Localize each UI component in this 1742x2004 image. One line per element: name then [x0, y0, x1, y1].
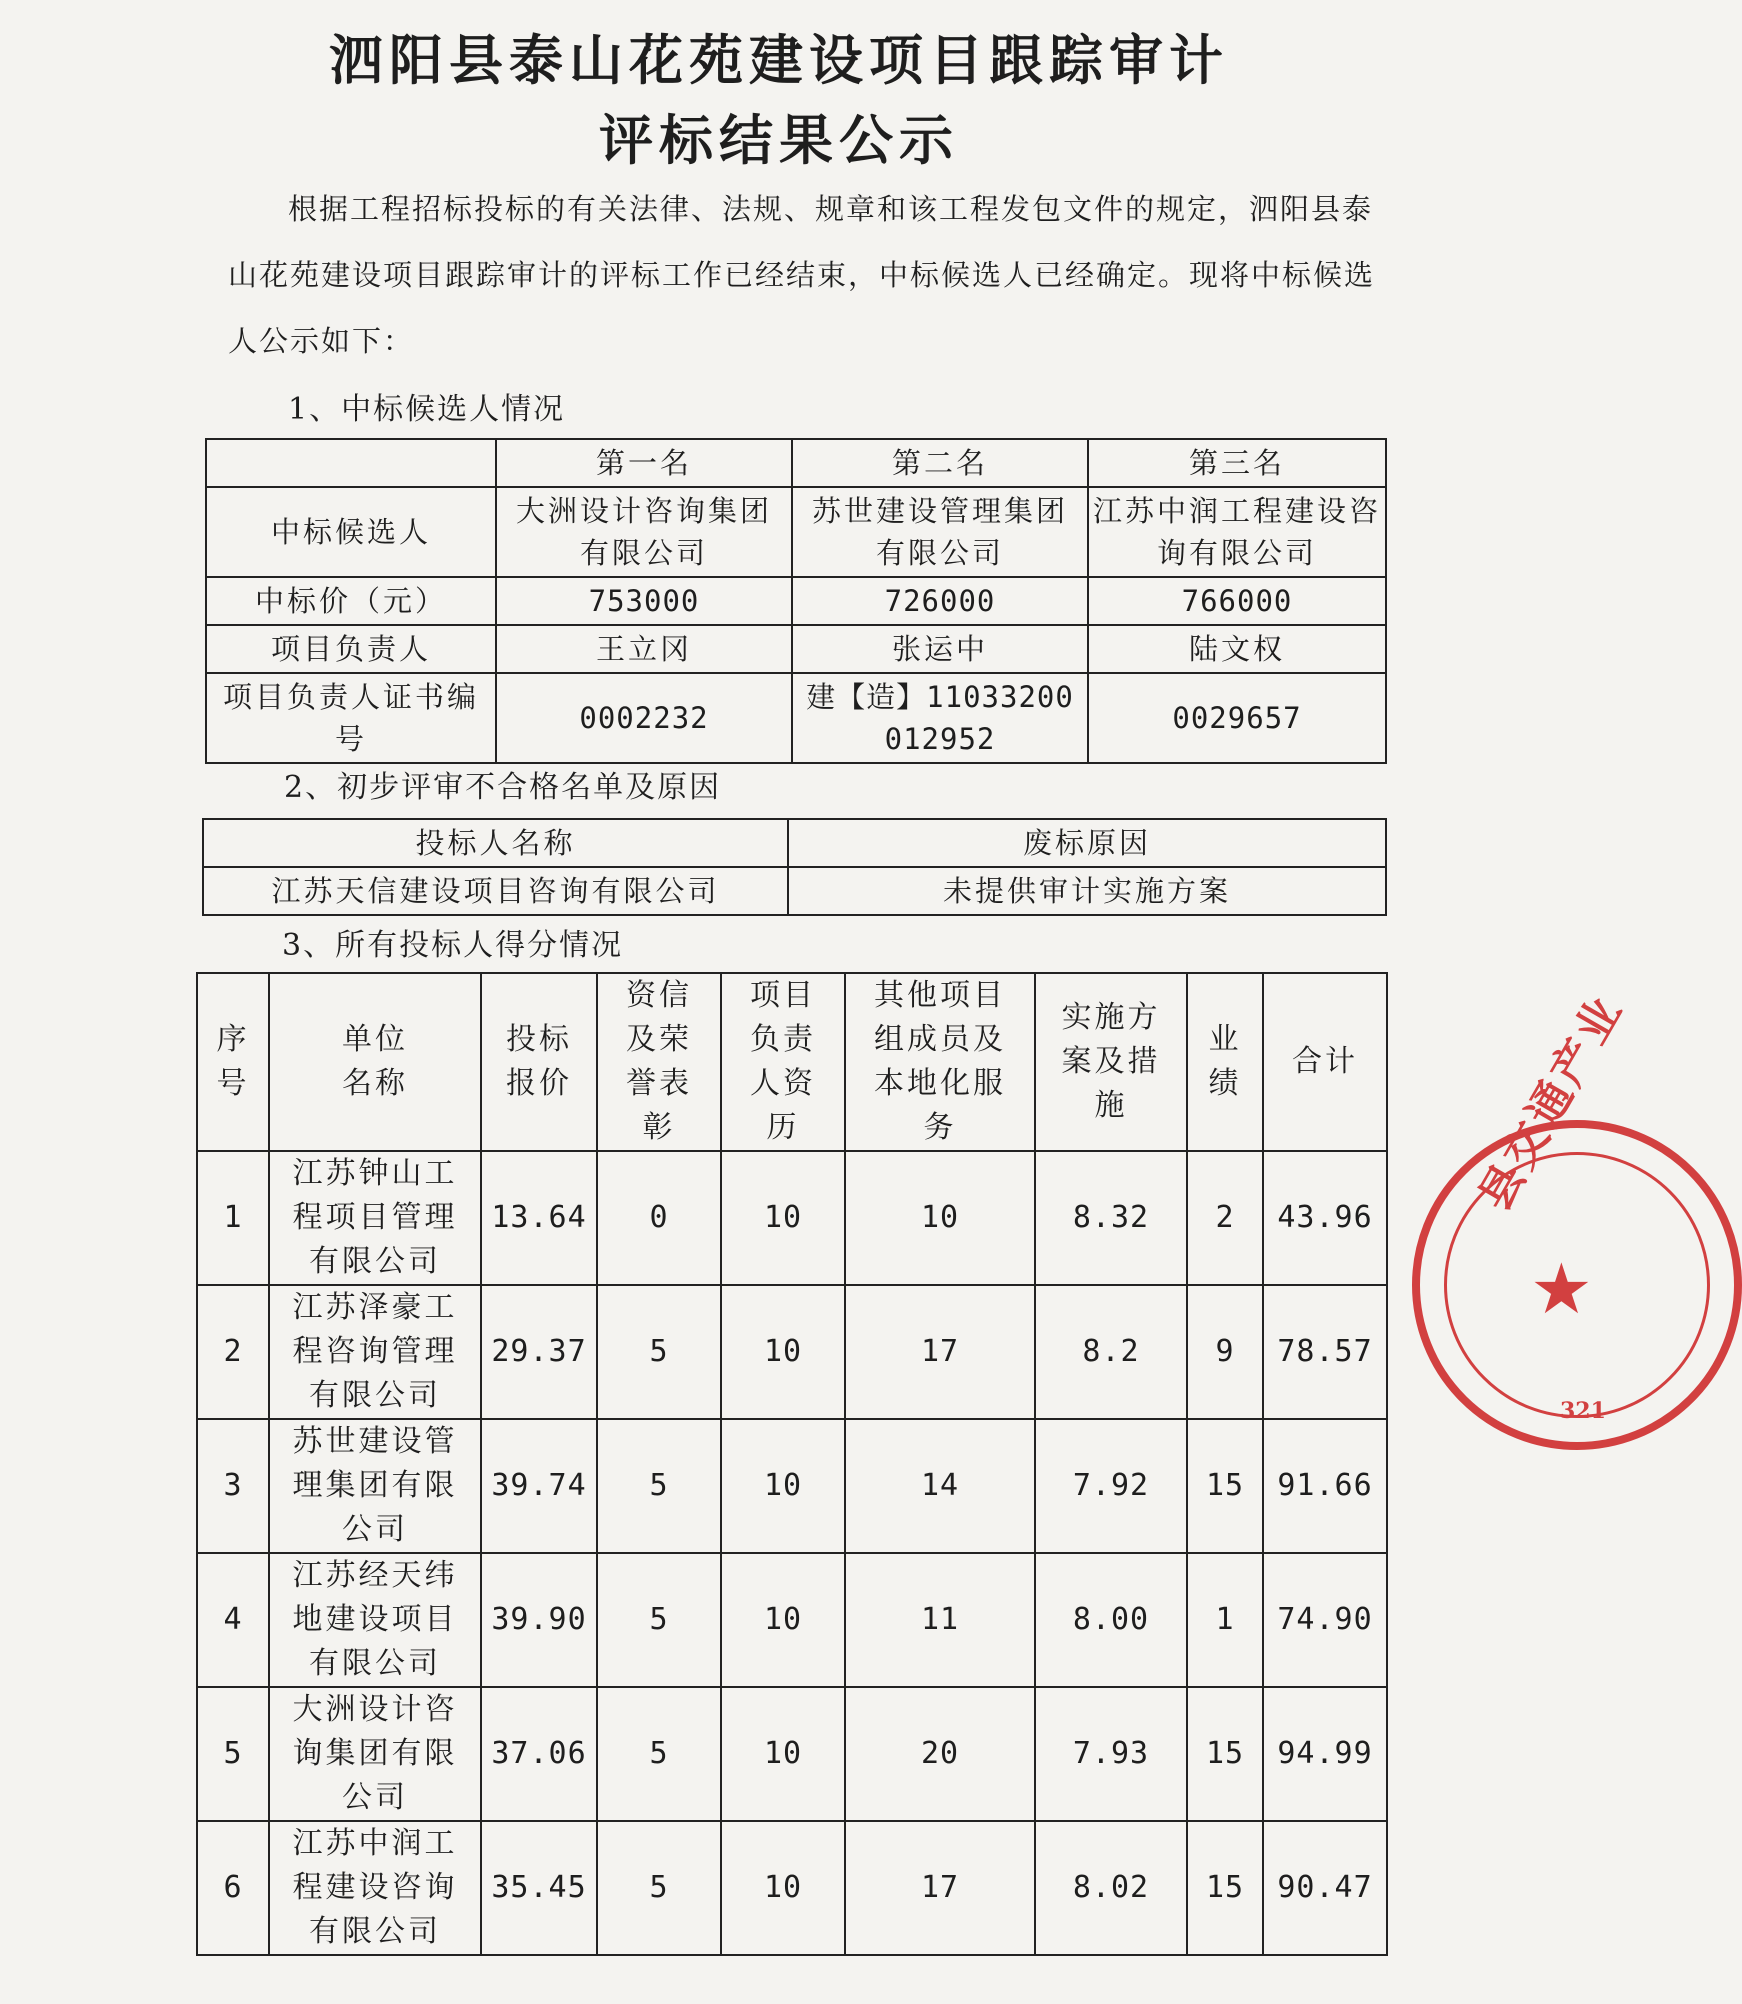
team-score: 10 [845, 1151, 1035, 1285]
scores-table [196, 972, 1388, 1956]
candidates-table [205, 438, 1387, 764]
row-label: 中标候选人 [206, 487, 496, 577]
column-header: 实施方案及措施 [1035, 973, 1187, 1151]
total-score: 91.66 [1263, 1419, 1387, 1553]
section2-heading: 2、初步评审不合格名单及原因 [284, 770, 722, 805]
rejection-reason: 未提供审计实施方案 [788, 867, 1386, 915]
performance-score: 2 [1187, 1151, 1263, 1285]
column-header: 投标人名称 [203, 819, 788, 867]
plan-score: 8.2 [1035, 1285, 1187, 1419]
total-score: 78.57 [1263, 1285, 1387, 1419]
credit-score: 5 [597, 1687, 721, 1821]
row-number: 1 [197, 1151, 269, 1285]
performance-score: 15 [1187, 1687, 1263, 1821]
official-seal [1412, 985, 1742, 1450]
rank-header: 第三名 [1088, 439, 1386, 487]
candidate-name: 大洲设计咨询集团有限公司 [496, 487, 792, 577]
plan-score: 8.00 [1035, 1553, 1187, 1687]
column-header: 其他项目组成员及本地化服务 [845, 973, 1035, 1151]
bid-price: 766000 [1088, 577, 1386, 625]
leader-score: 10 [721, 1821, 845, 1955]
team-score: 17 [845, 1285, 1035, 1419]
scores-header-row [197, 973, 1387, 1151]
column-header: 投标报价 [481, 973, 597, 1151]
intro-paragraph: 根据工程招标投标的有关法律、法规、规章和该工程发包文件的规定，泗阳县泰山花苑建设项目跟踪审计的评标工作已经结束，中标候选人已经确定。现将中标候选人公示如下： [228, 192, 1376, 358]
table-row [197, 1151, 1387, 1285]
corner-cell [206, 439, 496, 487]
company-name: 江苏中润工程建设咨询有限公司 [269, 1821, 481, 1955]
candidates-header-row [206, 439, 1386, 487]
bid-price-score: 37.06 [481, 1687, 597, 1821]
total-score: 90.47 [1263, 1821, 1387, 1955]
row-label: 项目负责人 [206, 625, 496, 673]
total-score: 94.99 [1263, 1687, 1387, 1821]
company-name: 苏世建设管理集团有限公司 [269, 1419, 481, 1553]
leader-score: 10 [721, 1285, 845, 1419]
table-row [197, 1821, 1387, 1955]
bid-price-score: 13.64 [481, 1151, 597, 1285]
credit-score: 5 [597, 1285, 721, 1419]
disqualified-header-row [203, 819, 1386, 867]
bidder-name: 江苏天信建设项目咨询有限公司 [203, 867, 788, 915]
team-score: 17 [845, 1821, 1035, 1955]
company-name: 江苏泽豪工程咨询管理有限公司 [269, 1285, 481, 1419]
row-number: 5 [197, 1687, 269, 1821]
column-header: 单位名称 [269, 973, 481, 1151]
row-label: 项目负责人证书编号 [206, 673, 496, 763]
bid-price: 726000 [792, 577, 1088, 625]
table-row [203, 867, 1386, 915]
star-icon: ★ [1530, 1248, 1593, 1330]
leader-score: 10 [721, 1419, 845, 1553]
total-score: 43.96 [1263, 1151, 1387, 1285]
table-row [197, 1285, 1387, 1419]
credit-score: 0 [597, 1151, 721, 1285]
project-leader: 陆文权 [1088, 625, 1386, 673]
performance-score: 9 [1187, 1285, 1263, 1419]
credit-score: 5 [597, 1419, 721, 1553]
rank-header: 第二名 [792, 439, 1088, 487]
section1-heading: 1、中标候选人情况 [288, 392, 566, 427]
leader-score: 10 [721, 1553, 845, 1687]
seal-code: 321 [1560, 1398, 1606, 1424]
column-header: 项目负责人资历 [721, 973, 845, 1151]
company-name: 大洲设计咨询集团有限公司 [269, 1687, 481, 1821]
row-number: 2 [197, 1285, 269, 1419]
document-title: 泗阳县泰山花苑建设项目跟踪审计 [329, 28, 1229, 92]
company-name: 江苏钟山工程项目管理有限公司 [269, 1151, 481, 1285]
document-subtitle: 评标结果公示 [599, 108, 959, 172]
table-row [197, 1419, 1387, 1553]
bid-price: 753000 [496, 577, 792, 625]
team-score: 14 [845, 1419, 1035, 1553]
plan-score: 8.32 [1035, 1151, 1187, 1285]
table-row [197, 1553, 1387, 1687]
bid-price-score: 39.90 [481, 1553, 597, 1687]
bid-price-score: 39.74 [481, 1419, 597, 1553]
candidate-name: 江苏中润工程建设咨询有限公司 [1088, 487, 1386, 577]
candidate-name-row [206, 487, 1386, 577]
cert-number: 0002232 [496, 673, 792, 763]
plan-score: 8.02 [1035, 1821, 1187, 1955]
column-header: 资信及荣誉表彰 [597, 973, 721, 1151]
team-score: 20 [845, 1687, 1035, 1821]
cert-row [206, 673, 1386, 763]
project-leader: 王立冈 [496, 625, 792, 673]
bid-price-score: 29.37 [481, 1285, 597, 1419]
plan-score: 7.93 [1035, 1687, 1187, 1821]
column-header: 业绩 [1187, 973, 1263, 1151]
leader-row [206, 625, 1386, 673]
cert-number: 建【造】11033200012952 [792, 673, 1088, 763]
price-row [206, 577, 1386, 625]
plan-score: 7.92 [1035, 1419, 1187, 1553]
column-header: 序号 [197, 973, 269, 1151]
column-header: 合计 [1263, 973, 1387, 1151]
total-score: 74.90 [1263, 1553, 1387, 1687]
credit-score: 5 [597, 1821, 721, 1955]
row-number: 3 [197, 1419, 269, 1553]
leader-score: 10 [721, 1151, 845, 1285]
candidate-name: 苏世建设管理集团有限公司 [792, 487, 1088, 577]
project-leader: 张运中 [792, 625, 1088, 673]
table-row [197, 1687, 1387, 1821]
performance-score: 15 [1187, 1821, 1263, 1955]
disqualified-table [202, 818, 1387, 916]
row-number: 4 [197, 1553, 269, 1687]
row-label: 中标价（元） [206, 577, 496, 625]
leader-score: 10 [721, 1687, 845, 1821]
section3-heading: 3、所有投标人得分情况 [282, 928, 624, 963]
seal-text: 县交通产业 [1469, 985, 1634, 1219]
credit-score: 5 [597, 1553, 721, 1687]
performance-score: 15 [1187, 1419, 1263, 1553]
cert-number: 0029657 [1088, 673, 1386, 763]
column-header: 废标原因 [788, 819, 1386, 867]
row-number: 6 [197, 1821, 269, 1955]
performance-score: 1 [1187, 1553, 1263, 1687]
team-score: 11 [845, 1553, 1035, 1687]
bid-price-score: 35.45 [481, 1821, 597, 1955]
company-name: 江苏经天纬地建设项目有限公司 [269, 1553, 481, 1687]
rank-header: 第一名 [496, 439, 792, 487]
